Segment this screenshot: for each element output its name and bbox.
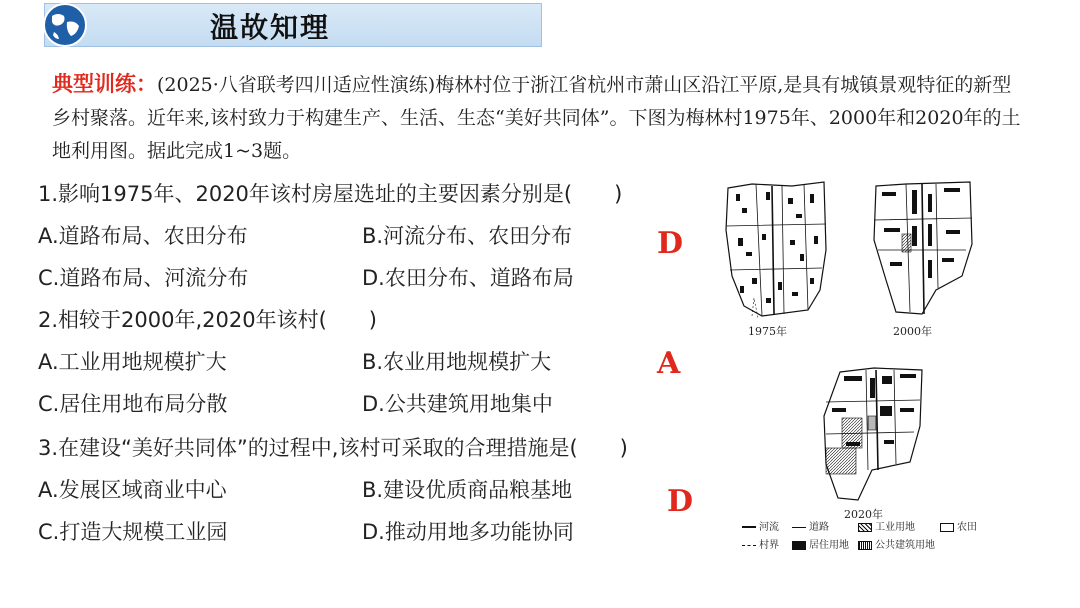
q1-option-a[interactable]: A.道路布局、农田分布 [38,224,248,248]
q3-option-a[interactable]: A.发展区域商业中心 [38,478,227,502]
header-bar [0,0,542,48]
globe-icon [40,2,90,48]
legend-village-boundary: 村界 [742,536,779,551]
legend-road: 道路 [792,518,829,533]
map-1975 [722,180,834,320]
q2-option-d[interactable]: D.公共建筑用地集中 [362,392,553,416]
map-2020 [818,366,930,506]
q3-stem: 3.在建设“美好共同体”的过程中,该村可采取的合理措施是( ) [38,436,628,460]
intro-text: (2025·八省联考四川适应性演练)梅林村位于浙江省杭州市萧山区沿江平原,是具有城镇景观特征的新型乡村聚落。近年来,该村致力于构建生产、生活、生态“美好共同体”。下图为梅林村1975年、2000年和2020年的土地利用图。据此完成1~3题。 [52,74,1021,162]
q2-stem: 2.相较于2000年,2020年该村( ) [38,308,377,332]
legend-farmland: 农田 [940,518,977,533]
q3-answer: D [667,484,694,519]
map-label-2020: 2020年 [844,508,883,521]
q2-option-c[interactable]: C.居住用地布局分散 [38,392,228,416]
q3-option-b[interactable]: B.建设优质商品粮基地 [362,478,573,502]
q1-option-d[interactable]: D.农田分布、道路布局 [362,266,574,290]
legend-industrial: 工业用地 [858,518,915,533]
q3-option-c[interactable]: C.打造大规模工业园 [38,520,228,544]
q1-option-c[interactable]: C.道路布局、河流分布 [38,266,249,290]
map-label-2000: 2000年 [893,325,932,338]
q2-option-b[interactable]: B.农业用地规模扩大 [362,350,552,374]
q1-stem: 1.影响1975年、2020年该村房屋选址的主要因素分别是( ) [38,182,623,206]
map-label-1975: 1975年 [748,325,787,338]
q1-option-b[interactable]: B.河流分布、农田分布 [362,224,573,248]
legend-public-building: 公共建筑用地 [858,536,935,551]
q1-answer: D [657,226,684,261]
page-title: 温故知理 [210,11,331,44]
legend-river: 河流 [742,518,779,533]
q2-answer: A [657,346,681,381]
intro-tag: 典型训练： [52,72,157,96]
map-2000 [866,180,978,320]
legend-residential: 居住用地 [792,536,849,551]
q3-option-d[interactable]: D.推动用地多功能协同 [362,520,574,544]
q2-option-a[interactable]: A.工业用地规模扩大 [38,350,227,374]
intro-paragraph [52,68,1022,168]
